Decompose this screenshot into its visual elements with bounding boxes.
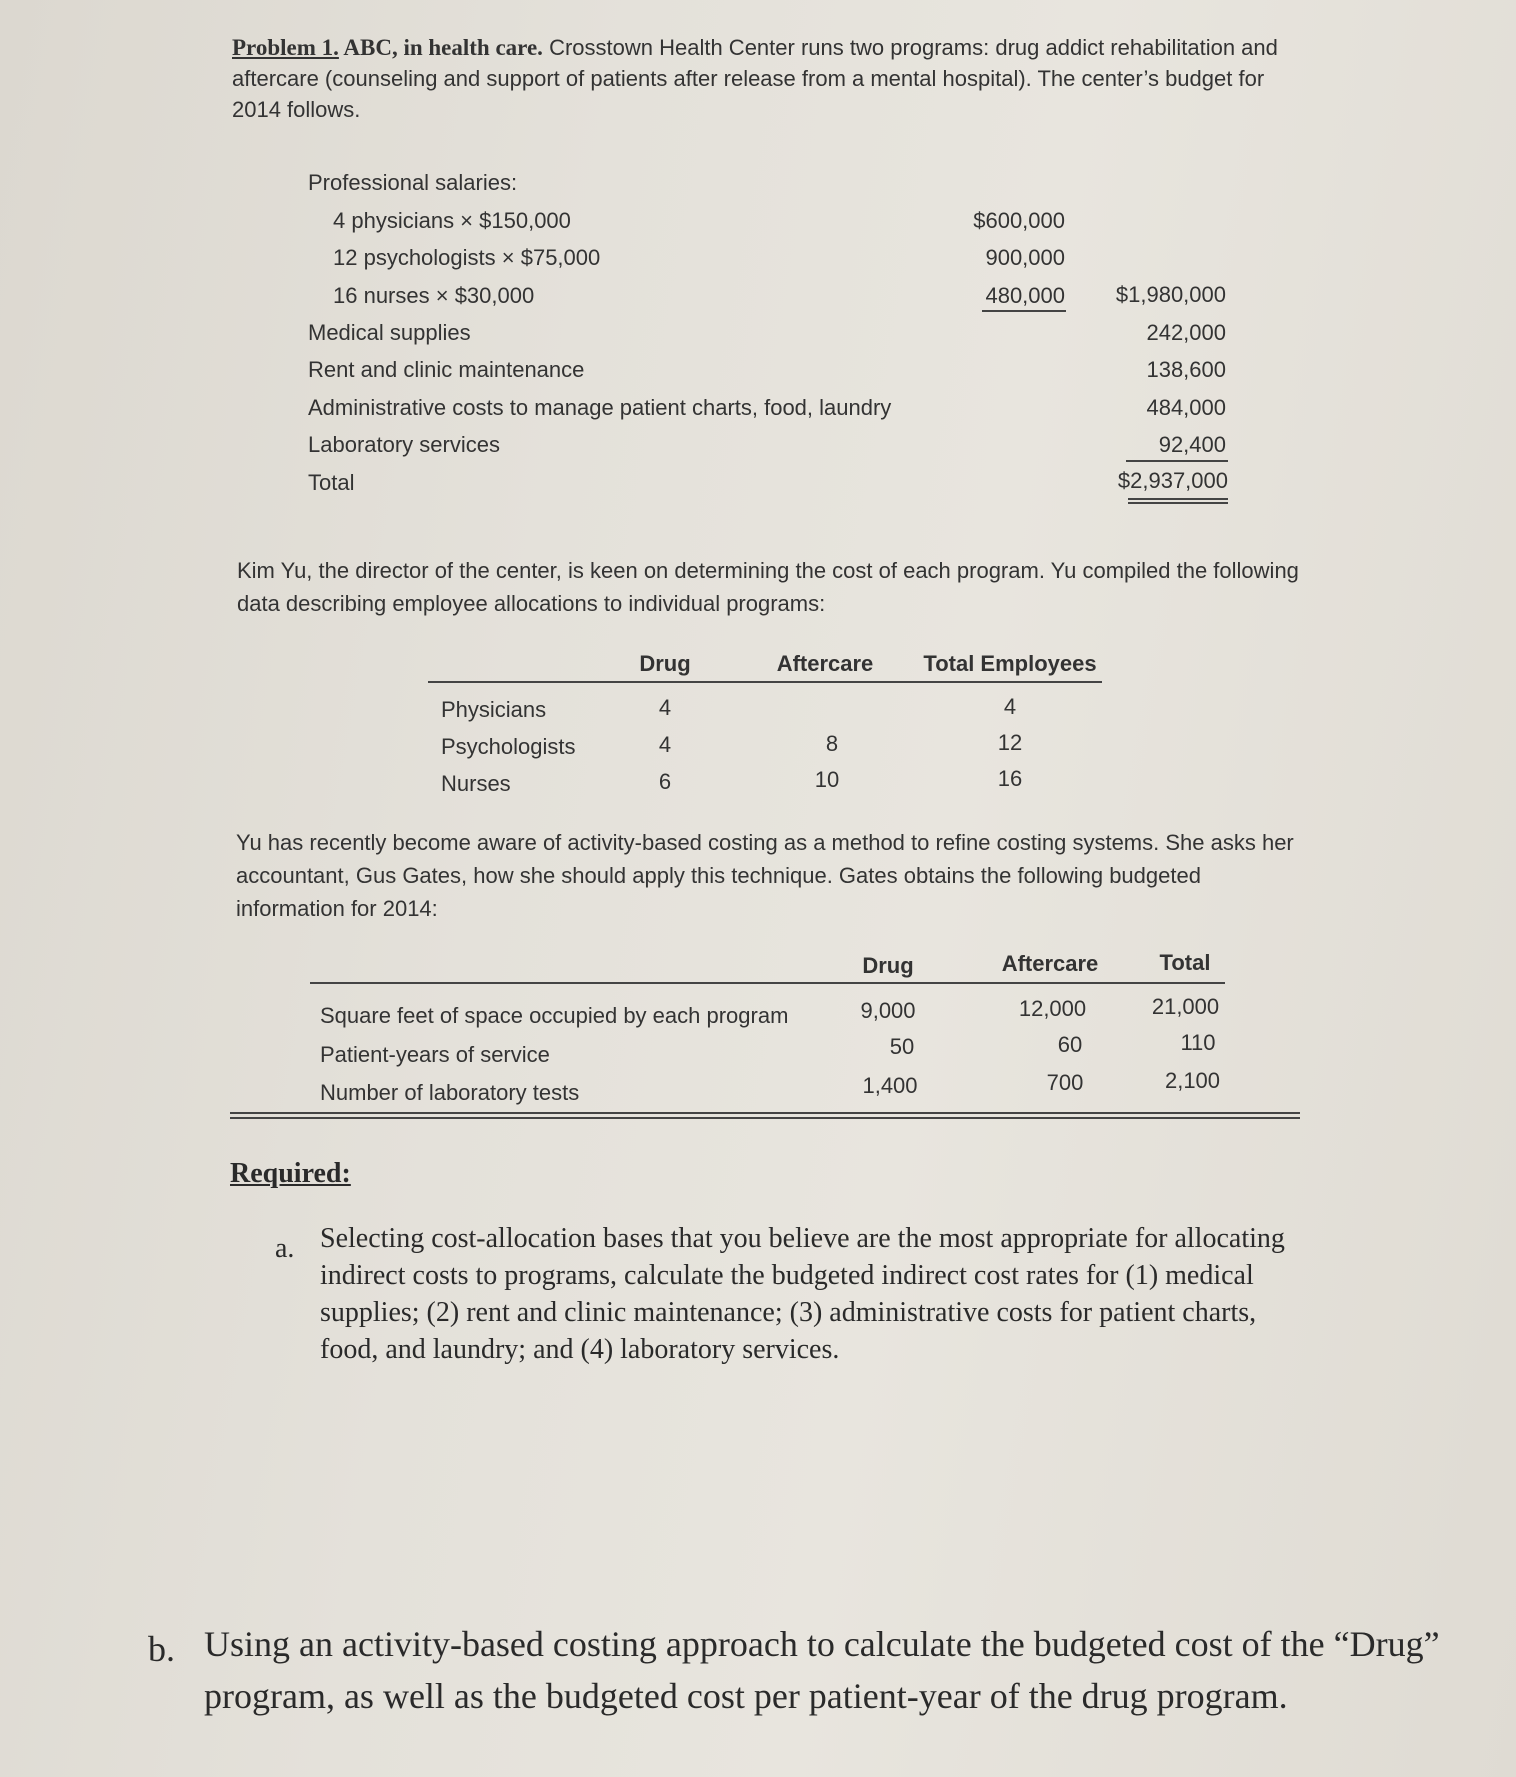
budget-amount-medical: 242,000: [1146, 320, 1226, 345]
budget-double-rule-2: [1128, 502, 1228, 504]
act-bottom-rule-2: [230, 1117, 1300, 1119]
act-header-rule: [310, 982, 1225, 984]
emp-header-aftercare: Aftercare: [776, 651, 874, 676]
salary-subtotal-rule: [982, 310, 1066, 312]
act-row-drug: 1,400: [862, 1073, 918, 1098]
act-row-drug: 50: [889, 1034, 915, 1059]
act-row-total: 2,100: [1164, 1068, 1221, 1093]
emp-row-total: 12: [997, 730, 1023, 755]
required-b-text: Using an activity-based costing approach to calculate the budgeted cost of the “Drug” program, as well as the budgeted cost per patient-year of the drug program.: [204, 1624, 1440, 1716]
act-row-label: Patient-years of service: [320, 1042, 550, 1067]
problem-title: ABC, in health care.: [343, 35, 543, 60]
act-row-drug: 9,000: [860, 998, 916, 1023]
emp-row-aftercare: 8: [825, 731, 839, 756]
required-b-marker: b.: [148, 1629, 175, 1669]
salary-amount-physicians: $600,000: [973, 208, 1065, 233]
act-row-label: Square feet of space occupied by each program: [320, 1003, 789, 1028]
required-a-text: Selecting cost-allocation bases that you believe are the most appropriate for allocating indirect costs to programs, calculate the budgeted indirect cost rates for (1) medical supplies; (2) rent and clinic maintenance; (3) administrative costs for patient charts, food, and laundry; and (4) laboratory services.: [320, 1223, 1285, 1365]
budget-label-admin: Administrative costs to manage patient charts, food, laundry: [308, 395, 892, 420]
act-header-drug: Drug: [862, 953, 914, 978]
act-row-total: 110: [1180, 1030, 1216, 1055]
act-row-aftercare: 700: [1046, 1070, 1084, 1095]
emp-row-drug: 4: [658, 732, 672, 757]
required-heading: Required:: [230, 1158, 351, 1189]
salary-amount-nurses: 480,000: [985, 283, 1065, 308]
act-bottom-rule-1: [230, 1112, 1300, 1114]
emp-header-total: Total Employees: [923, 651, 1097, 676]
emp-row-drug: 6: [658, 769, 672, 794]
problem-intro-text: Crosstown Health Center runs two programs: drug addict rehabilitation and aftercare (counseling and support of patients after release from a mental hospital). The center’s budget for 2014 follows.: [232, 35, 1278, 122]
budget-amount-admin: 484,000: [1146, 395, 1226, 420]
act-row-aftercare: 60: [1057, 1032, 1083, 1057]
act-header-aftercare: Aftercare: [1001, 951, 1099, 976]
problem-intro: [232, 32, 1312, 125]
budget-amount-rent: 138,600: [1146, 357, 1226, 382]
salary-label-nurses: 16 nurses × $30,000: [333, 283, 535, 308]
emp-row-total: 4: [1003, 694, 1017, 719]
budget-label-rent: Rent and clinic maintenance: [308, 357, 585, 382]
act-row-label: Number of laboratory tests: [320, 1080, 580, 1105]
emp-header-drug: Drug: [639, 651, 691, 676]
paragraph-activity: Yu has recently become aware of activity-based costing as a method to refine costing systems. She asks her accountant, Gus Gates, how she should apply this technique. Gates obtains the following budgeted information for 2014:: [236, 830, 1294, 921]
salary-label-physicians: 4 physicians × $150,000: [333, 208, 571, 233]
budget-label-medical: Medical supplies: [308, 320, 471, 345]
emp-row-label: Physicians: [441, 697, 547, 722]
act-header-total: Total: [1159, 950, 1211, 975]
emp-row-total: 16: [997, 766, 1023, 791]
problem-label: Problem 1.: [232, 35, 339, 60]
budget-total-amount: $2,937,000: [1117, 468, 1228, 493]
act-row-total: 21,000: [1151, 994, 1220, 1019]
budget-double-rule-1: [1128, 498, 1228, 500]
paragraph-employees: Kim Yu, the director of the center, is keen on determining the cost of each program. Yu compiled the following data describing employee allocations to individual programs:: [237, 558, 1299, 616]
budget-label-lab: Laboratory services: [308, 432, 500, 457]
emp-row-drug: 4: [658, 695, 672, 720]
budget-total-label: Total: [308, 470, 355, 495]
emp-header-rule: [428, 681, 1102, 683]
salary-label-psychologists: 12 psychologists × $75,000: [333, 245, 601, 270]
act-row-aftercare: 12,000: [1018, 996, 1087, 1021]
salaries-heading: Professional salaries:: [308, 170, 518, 195]
emp-row-label: Psychologists: [441, 734, 576, 759]
emp-row-label: Nurses: [441, 771, 511, 796]
salaries-total: $1,980,000: [1115, 282, 1226, 307]
salary-amount-psychologists: 900,000: [985, 245, 1065, 270]
required-a-marker: a.: [275, 1233, 295, 1264]
emp-row-aftercare: 10: [814, 767, 840, 792]
budget-total-rule: [1126, 460, 1228, 462]
budget-amount-lab: 92,400: [1158, 432, 1226, 457]
